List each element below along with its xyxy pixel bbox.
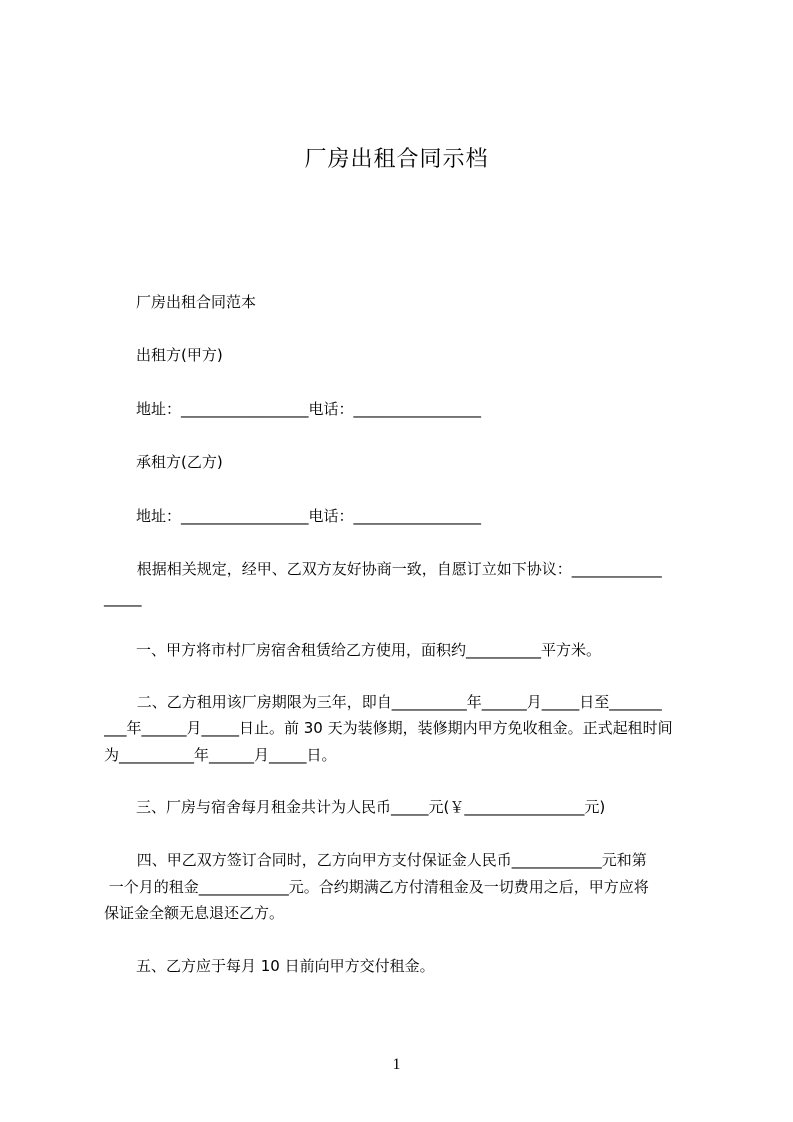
lessor-address-phone: 地址：_________________电话：_________________: [136, 400, 482, 418]
clause-1: 一、甲方将市村厂房宿舍租赁给乙方使用，面积约__________平方米。: [136, 641, 602, 659]
clause-2-line-3: 为__________年______月_____日。: [104, 746, 337, 764]
clause-4-line-3: 保证金全额无息退还乙方。: [104, 904, 285, 922]
clause-3: 三、厂房与宿舍每月租金共计为人民币_____元(￥________________元): [136, 798, 606, 816]
document-title: 厂房出租合同示档: [304, 147, 489, 172]
clause-2-line-1: 二、乙方租用该厂房期限为三年，即自__________年______月_____日至_______: [132, 693, 662, 711]
subtitle-line: 厂房出租合同范本: [136, 293, 257, 311]
lessee-label: 承租方(乙方): [136, 453, 223, 471]
clause-4-line-2: 一个月的租金____________元。合约期满乙方付清租金及一切费用之后，甲方应将: [104, 878, 649, 896]
intro-paragraph-line-2: _____: [104, 589, 142, 607]
clause-5: 五、乙方应于每月 10 日前向甲方交付租金。: [136, 957, 435, 975]
lessor-label: 出租方(甲方): [136, 346, 223, 364]
intro-paragraph-line-1: 根据相关规定，经甲、乙双方友好协商一致，自愿订立如下协议：____________: [132, 560, 662, 578]
clause-4-line-1: 四、甲乙双方签订合同时，乙方向甲方支付保证金人民币____________元和第: [132, 851, 647, 869]
page-number: 1: [392, 1056, 401, 1073]
lessee-address-phone: 地址：_________________电话：_________________: [136, 507, 482, 525]
clause-2-line-2: ___年______月_____日止。前 30 天为装修期，装修期内甲方免收租金。正式起租时间: [104, 719, 673, 737]
